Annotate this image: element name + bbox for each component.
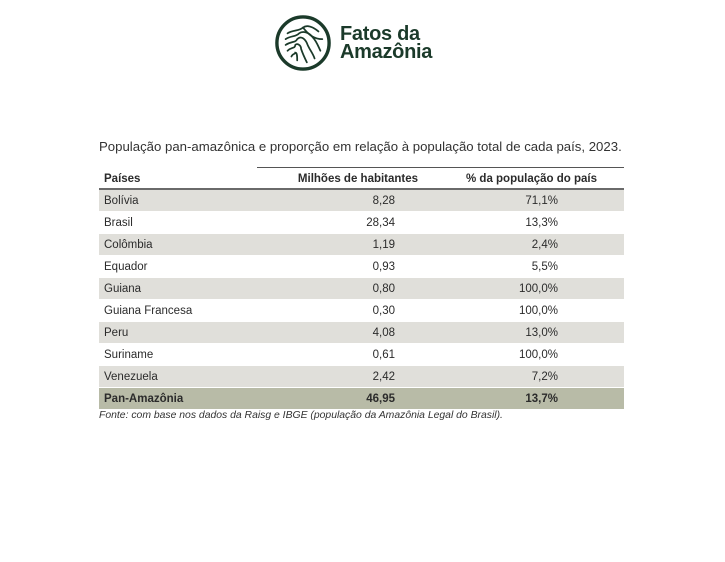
topographic-circle-icon	[274, 14, 332, 72]
country-cell: Brasil	[99, 212, 278, 234]
col-header-percent: % da população do país	[439, 169, 624, 189]
brand-name	[340, 25, 432, 61]
brand-logo	[274, 14, 432, 72]
table-row	[99, 322, 624, 344]
millions-cell: 0,61	[278, 344, 439, 366]
total-row	[99, 388, 624, 410]
millions-cell: 0,93	[278, 256, 439, 278]
table-row	[99, 366, 624, 388]
percent-cell: 100,0%	[439, 278, 624, 300]
source-note: Fonte: com base nos dados da Raisg e IBGE (população da Amazônia Legal do Brasil).	[99, 410, 503, 421]
millions-cell: 1,19	[278, 234, 439, 256]
country-cell: Equador	[99, 256, 278, 278]
brand-line-1: Fatos da	[340, 23, 420, 45]
millions-cell: 28,34	[278, 212, 439, 234]
table-row	[99, 234, 624, 256]
table-row	[99, 256, 624, 278]
table-row	[99, 189, 624, 212]
table-row	[99, 212, 624, 234]
total-millions: 46,95	[278, 388, 439, 410]
millions-cell: 2,42	[278, 366, 439, 388]
population-table	[99, 169, 624, 410]
table-row	[99, 344, 624, 366]
total-percent: 13,7%	[439, 388, 624, 410]
millions-cell: 0,30	[278, 300, 439, 322]
brand-line-2: Amazônia	[340, 41, 433, 63]
percent-cell: 100,0%	[439, 344, 624, 366]
millions-cell: 8,28	[278, 189, 439, 212]
millions-cell: 0,80	[278, 278, 439, 300]
col-header-countries: Países	[99, 169, 278, 189]
percent-cell: 13,0%	[439, 322, 624, 344]
percent-cell: 7,2%	[439, 366, 624, 388]
table-row	[99, 300, 624, 322]
country-cell: Venezuela	[99, 366, 278, 388]
percent-cell: 71,1%	[439, 189, 624, 212]
table-row	[99, 278, 624, 300]
country-cell: Colômbia	[99, 234, 278, 256]
country-cell: Guiana Francesa	[99, 300, 278, 322]
percent-cell: 13,3%	[439, 212, 624, 234]
total-label: Pan-Amazônia	[99, 388, 278, 410]
country-cell: Bolívia	[99, 189, 278, 212]
country-cell: Peru	[99, 322, 278, 344]
country-cell: Suriname	[99, 344, 278, 366]
table-header-row	[99, 169, 624, 189]
percent-cell: 2,4%	[439, 234, 624, 256]
col-header-millions: Milhões de habitantes	[278, 169, 439, 189]
percent-cell: 5,5%	[439, 256, 624, 278]
percent-cell: 100,0%	[439, 300, 624, 322]
millions-cell: 4,08	[278, 322, 439, 344]
country-cell: Guiana	[99, 278, 278, 300]
table-caption: População pan-amazônica e proporção em relação à população total de cada país, 2023.	[99, 139, 622, 154]
header-rule	[257, 167, 624, 168]
